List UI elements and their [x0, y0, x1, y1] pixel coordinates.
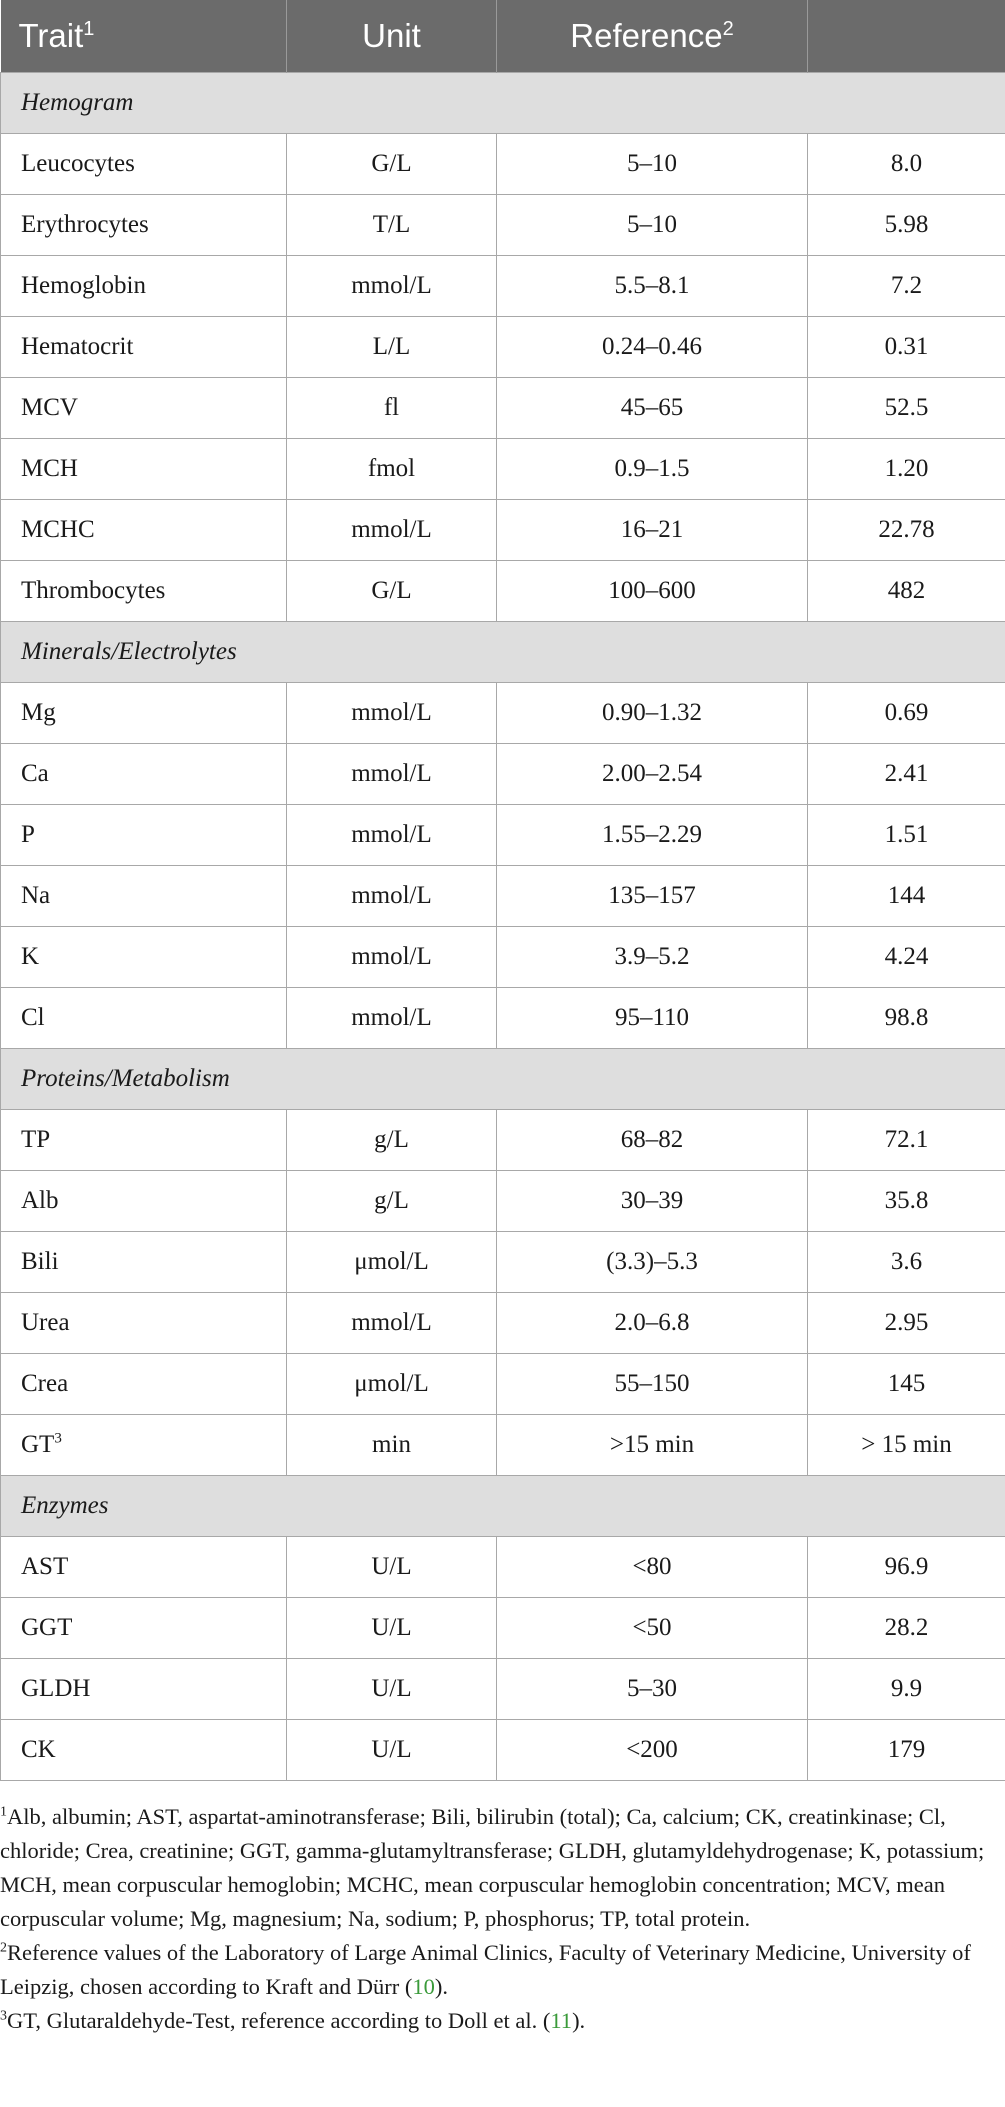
cell-trait-note: 3: [54, 1430, 62, 1447]
table-row: [1, 987, 1005, 1048]
cell-value: 2.95: [808, 1292, 1005, 1353]
table-row: [1, 133, 1005, 194]
cell-trait: [1, 804, 287, 865]
table-body: [1, 72, 1005, 1780]
cell-trait-label: Na: [21, 881, 51, 909]
table-row: [1, 1353, 1005, 1414]
section-title: Proteins/Metabolism: [1, 1048, 1005, 1109]
header-reference-note: 2: [722, 17, 734, 40]
cell-trait-label: MCHC: [21, 515, 95, 543]
footnote-1: [0, 1800, 1005, 1936]
cell-reference: 5–10: [497, 133, 808, 194]
cell-trait: [1, 560, 287, 621]
cell-trait-label: Thrombocytes: [21, 576, 166, 604]
cell-value: 3.6: [808, 1231, 1005, 1292]
cell-value: 22.78: [808, 499, 1005, 560]
table-row: [1, 865, 1005, 926]
cell-value: 98.8: [808, 987, 1005, 1048]
cell-reference: 45–65: [497, 377, 808, 438]
cell-trait: [1, 377, 287, 438]
footnote-2-citation-link[interactable]: 10: [412, 1974, 435, 1999]
cell-unit: U/L: [287, 1536, 497, 1597]
cell-reference: 55–150: [497, 1353, 808, 1414]
footnote-3: [0, 2004, 1005, 2038]
cell-reference: 2.00–2.54: [497, 743, 808, 804]
cell-reference: 16–21: [497, 499, 808, 560]
cell-trait: [1, 1658, 287, 1719]
cell-value: 52.5: [808, 377, 1005, 438]
cell-value: 144: [808, 865, 1005, 926]
cell-unit: mmol/L: [287, 743, 497, 804]
cell-unit: U/L: [287, 1658, 497, 1719]
footnote-3-tail: ).: [572, 2008, 586, 2033]
cell-value: 482: [808, 560, 1005, 621]
table-row: [1, 1414, 1005, 1475]
cell-trait-label: Hematocrit: [21, 332, 134, 360]
cell-trait-label: GT: [21, 1430, 55, 1458]
cell-unit: mmol/L: [287, 682, 497, 743]
cell-unit: μmol/L: [287, 1231, 497, 1292]
cell-value: 28.2: [808, 1597, 1005, 1658]
cell-trait-label: AST: [21, 1552, 69, 1580]
cell-trait: [1, 133, 287, 194]
table-row: [1, 1231, 1005, 1292]
cell-trait-label: Hemoglobin: [21, 271, 146, 299]
footnote-2-mark: 2: [0, 1940, 7, 1956]
table-row: [1, 1536, 1005, 1597]
header-trait-label: Trait: [18, 16, 84, 54]
cell-unit: mmol/L: [287, 987, 497, 1048]
cell-unit: g/L: [287, 1170, 497, 1231]
table-row: [1, 1719, 1005, 1780]
header-reference: [497, 0, 808, 72]
cell-unit: mmol/L: [287, 926, 497, 987]
cell-trait: [1, 499, 287, 560]
cell-reference: 1.55–2.29: [497, 804, 808, 865]
cell-value: 96.9: [808, 1536, 1005, 1597]
footnote-3-citation-link[interactable]: 11: [550, 2008, 573, 2033]
cell-unit: fl: [287, 377, 497, 438]
cell-value: 179: [808, 1719, 1005, 1780]
cell-value: 35.8: [808, 1170, 1005, 1231]
cell-value: 72.1: [808, 1109, 1005, 1170]
cell-trait-label: Leucocytes: [21, 149, 135, 177]
cell-trait: [1, 194, 287, 255]
cell-unit: U/L: [287, 1719, 497, 1780]
cell-value: 1.51: [808, 804, 1005, 865]
cell-trait: [1, 316, 287, 377]
footnote-1-mark: 1: [0, 1804, 7, 1820]
cell-unit: U/L: [287, 1597, 497, 1658]
section-title: Enzymes: [1, 1475, 1005, 1536]
cell-trait: [1, 682, 287, 743]
footnote-3-mark: 3: [0, 2008, 7, 2024]
cell-trait: [1, 1292, 287, 1353]
cell-unit: mmol/L: [287, 865, 497, 926]
cell-trait-label: Crea: [21, 1369, 69, 1397]
header-trait-note: 1: [83, 17, 95, 40]
cell-reference: 3.9–5.2: [497, 926, 808, 987]
cell-trait: [1, 1353, 287, 1414]
cell-trait-label: Urea: [21, 1308, 70, 1336]
table-header: [1, 0, 1005, 72]
cell-reference: 100–600: [497, 560, 808, 621]
cell-trait-label: GLDH: [21, 1674, 91, 1702]
cell-trait: [1, 743, 287, 804]
table-row: [1, 560, 1005, 621]
cell-trait-label: K: [21, 942, 40, 970]
section-header-row: [1, 72, 1005, 133]
cell-unit: mmol/L: [287, 255, 497, 316]
cell-trait-label: MCH: [21, 454, 78, 482]
table-row: [1, 438, 1005, 499]
cell-trait-label: MCV: [21, 393, 78, 421]
cell-reference: <80: [497, 1536, 808, 1597]
cell-trait-label: P: [21, 820, 35, 848]
cell-value: 8.0: [808, 133, 1005, 194]
cell-trait-label: CK: [21, 1735, 56, 1763]
cell-trait: [1, 1597, 287, 1658]
table-row: [1, 499, 1005, 560]
cell-reference: 2.0–6.8: [497, 1292, 808, 1353]
cell-trait: [1, 1231, 287, 1292]
cell-value: 7.2: [808, 255, 1005, 316]
table-row: [1, 804, 1005, 865]
header-reference-label: Reference: [570, 16, 723, 54]
cell-value: 0.69: [808, 682, 1005, 743]
table-row: [1, 682, 1005, 743]
cell-trait-label: TP: [21, 1125, 51, 1153]
footnote-2-tail: ).: [434, 1974, 448, 1999]
table-row: [1, 255, 1005, 316]
cell-unit: T/L: [287, 194, 497, 255]
cell-value: 9.9: [808, 1658, 1005, 1719]
cell-unit: g/L: [287, 1109, 497, 1170]
cell-value: 2.41: [808, 743, 1005, 804]
footnote-3-text: GT, Glutaraldehyde-Test, reference according to Doll et al. (: [7, 2008, 551, 2033]
cell-value: 145: [808, 1353, 1005, 1414]
cell-trait: [1, 1109, 287, 1170]
cell-trait-label: Alb: [21, 1186, 59, 1214]
footnote-2: [0, 1936, 1005, 2004]
cell-trait: [1, 865, 287, 926]
cell-unit: mmol/L: [287, 804, 497, 865]
section-header-row: [1, 621, 1005, 682]
cell-trait: [1, 1536, 287, 1597]
cell-trait: [1, 1170, 287, 1231]
cell-reference: 5–10: [497, 194, 808, 255]
cell-reference: 30–39: [497, 1170, 808, 1231]
cell-reference: 5.5–8.1: [497, 255, 808, 316]
cell-trait-label: Erythrocytes: [21, 210, 149, 238]
cell-reference: 0.9–1.5: [497, 438, 808, 499]
footnotes: [0, 1800, 1005, 2038]
table-row: [1, 926, 1005, 987]
cell-unit: min: [287, 1414, 497, 1475]
header-value: [808, 0, 1005, 72]
cell-trait-label: Mg: [21, 698, 56, 726]
cell-reference: >15 min: [497, 1414, 808, 1475]
cell-trait: [1, 438, 287, 499]
header-row: [1, 0, 1005, 72]
cell-reference: <50: [497, 1597, 808, 1658]
cell-reference: 5–30: [497, 1658, 808, 1719]
header-trait: [1, 0, 287, 72]
cell-value: 4.24: [808, 926, 1005, 987]
cell-trait-label: Cl: [21, 1003, 45, 1031]
cell-unit: fmol: [287, 438, 497, 499]
cell-unit: L/L: [287, 316, 497, 377]
section-title: Hemogram: [1, 72, 1005, 133]
section-header-row: [1, 1048, 1005, 1109]
cell-unit: μmol/L: [287, 1353, 497, 1414]
table-row: [1, 1292, 1005, 1353]
footnote-2-text: Reference values of the Laboratory of Large Animal Clinics, Faculty of Veterinary Medicine, University of Leipzig, chosen according to Kraft and Dürr (: [0, 1940, 971, 1999]
table-row: [1, 1109, 1005, 1170]
cell-trait-label: Ca: [21, 759, 49, 787]
cell-reference: (3.3)–5.3: [497, 1231, 808, 1292]
cell-reference: 68–82: [497, 1109, 808, 1170]
cell-unit: mmol/L: [287, 499, 497, 560]
table-row: [1, 1597, 1005, 1658]
cell-trait: [1, 255, 287, 316]
table-row: [1, 377, 1005, 438]
cell-value: 5.98: [808, 194, 1005, 255]
cell-trait: [1, 1719, 287, 1780]
table-row: [1, 743, 1005, 804]
section-title: Minerals/Electrolytes: [1, 621, 1005, 682]
table-row: [1, 1658, 1005, 1719]
cell-trait: [1, 926, 287, 987]
cell-trait-label: Bili: [21, 1247, 59, 1275]
table-row: [1, 1170, 1005, 1231]
cell-value: 1.20: [808, 438, 1005, 499]
cell-unit: G/L: [287, 133, 497, 194]
cell-reference: <200: [497, 1719, 808, 1780]
header-unit: Unit: [287, 0, 497, 72]
cell-unit: mmol/L: [287, 1292, 497, 1353]
cell-value: 0.31: [808, 316, 1005, 377]
table-row: [1, 194, 1005, 255]
section-header-row: [1, 1475, 1005, 1536]
cell-reference: 0.90–1.32: [497, 682, 808, 743]
cell-unit: G/L: [287, 560, 497, 621]
cell-trait-label: GGT: [21, 1613, 73, 1641]
cell-reference: 95–110: [497, 987, 808, 1048]
footnote-1-text: Alb, albumin; AST, aspartat-aminotransferase; Bili, bilirubin (total); Ca, calcium; CK, creatinkinase; Cl, chloride; Crea, creatinine; GGT, gamma-glutamyltransferase; GLDH, glutamyldehydrogenase; K, potassium; MCH, mean corpuscular hemoglobin; MCHC, mean corpuscular hemoglobin concentration; MCV, mean corpuscular volume; Mg, magnesium; Na, sodium; P, phosphorus; TP, total protein.: [0, 1804, 985, 1931]
cell-reference: 0.24–0.46: [497, 316, 808, 377]
cell-value: > 15 min: [808, 1414, 1005, 1475]
table-row: [1, 316, 1005, 377]
cell-trait: [1, 987, 287, 1048]
cell-reference: 135–157: [497, 865, 808, 926]
cell-trait: [1, 1414, 287, 1475]
